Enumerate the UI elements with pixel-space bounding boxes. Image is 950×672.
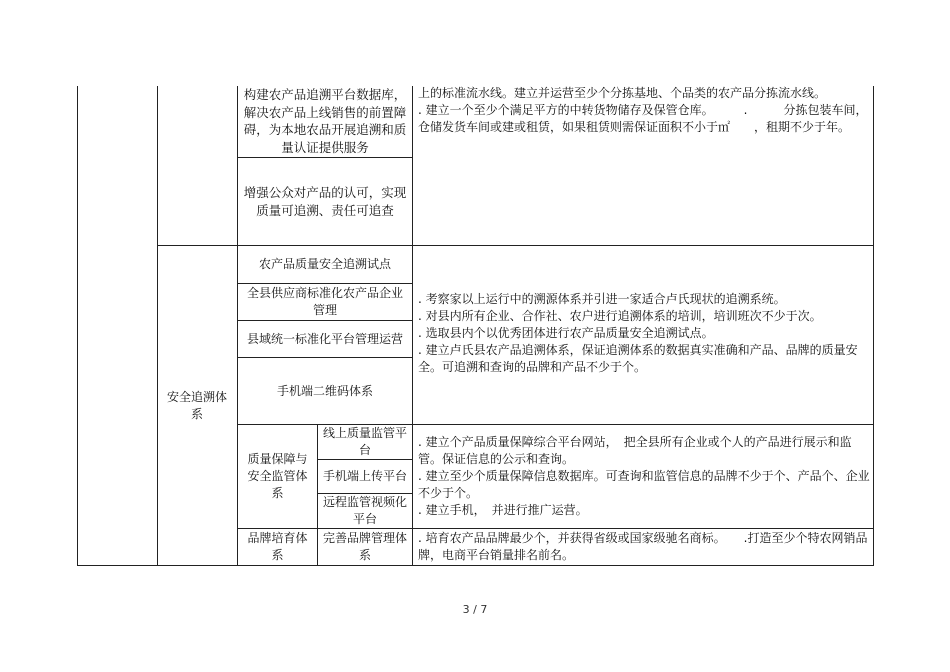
- quality-content-line-2: . 建立至少个质量保障信息数据库。可查询和监管信息的品牌不少于个、产品个、企业不少于个。: [418, 469, 870, 500]
- quality-item-mobile-label: 手机端上传平台: [322, 469, 407, 483]
- quality-item-video-label: 远程监管视频化平台: [322, 495, 407, 526]
- trace-item-platform-label: 县域统一标准化平台管理运营: [246, 331, 403, 346]
- quality-content-line-3: . 建立手机， 并进行推广运营。: [418, 503, 588, 517]
- table-border-right: [873, 86, 874, 566]
- quality-item-online-label: 线上质量监管平台: [322, 426, 407, 457]
- trace-item-pilot: [240, 246, 410, 283]
- trace-content-cell: [418, 291, 870, 421]
- category-cell-trace: [160, 246, 234, 566]
- table-column-divider-2: [237, 86, 238, 566]
- trace-item-qr: [240, 358, 410, 424]
- goal-text-database: 构建农产品追溯平台数据库，解决农产品上线销售的前置障碍，为本地农品开展追溯和质量认证提供服务: [243, 87, 407, 155]
- table-column-divider-3: [317, 424, 318, 566]
- page-number: 3 / 7: [462, 603, 488, 616]
- trace-item-supplier-label: 全县供应商标准化农产品企业管理: [246, 286, 403, 317]
- brand-group-label: 品牌培育体系: [247, 531, 308, 562]
- quality-group-label: 质量保障与安全监管体系: [247, 452, 308, 500]
- table-column-divider-4: [412, 86, 413, 566]
- trace-content-line-2: . 对县内所有企业、合作社、农户进行追溯体系的培训，培训班次不少于次。: [418, 309, 822, 323]
- quality-group-cell: [240, 425, 315, 528]
- brand-item-label: 完善品牌管理体系: [322, 531, 407, 562]
- quality-item-video: [322, 494, 408, 528]
- goal-text-public-trust: 增强公众对产品的认可，实现质量可追溯、责任可追查: [243, 184, 407, 218]
- quality-item-mobile: [322, 460, 408, 493]
- brand-content-text: . 培育农产品品牌最少个，并获得省级或国家级驰名商标。 .打造至少个特农网销品牌，电商平台销量排名前名。: [418, 531, 868, 562]
- category-text-trace: 安全追溯体系: [166, 390, 227, 421]
- trace-item-supplier: [242, 284, 408, 320]
- goal-cell-database: [242, 86, 408, 156]
- trace-content-line-1: . 考察家以上运行中的溯源体系并引进一家适合卢氏现状的追溯系统。: [418, 292, 786, 306]
- table-column-divider-1: [157, 86, 158, 566]
- brand-content-cell: [418, 530, 870, 565]
- quality-item-online: [322, 425, 408, 459]
- trace-item-pilot-label: 农产品质量安全追溯试点: [258, 257, 391, 271]
- top-content-line-1: 上的标准流水线。建立并运营至少个分拣基地、个品类的农产品分拣流水线。: [418, 86, 827, 100]
- table-border-left: [77, 86, 78, 566]
- trace-content-line-3: . 选取县内个以优秀团体进行农产品质量安全追溯试点。: [418, 326, 714, 340]
- top-content-line-2: . 建立一个至少个满足平方的中转货物储存及保管仓库。 . 分拣包装车间，仓储发货车间或建或租赁，如果租赁则需保证面积不小于㎡ ，租期不少于年。: [418, 103, 868, 134]
- quality-content-cell: [418, 434, 870, 526]
- brand-item-cell: [322, 529, 408, 565]
- quality-content-line-1: . 建立个产品质量保障综合平台网站， 把全县所有企业或个人的产品进行展示和监管。保证信息的公示和查询。: [418, 435, 852, 466]
- goal-cell-public-trust: [242, 158, 408, 245]
- brand-group-cell: [240, 529, 315, 565]
- top-content-cell: [418, 85, 870, 235]
- trace-item-platform: [242, 321, 408, 357]
- trace-item-qr-label: 手机端二维码体系: [276, 383, 373, 398]
- trace-content-line-4: . 建立卢氏县农产品追溯体系，保证追溯体系的数据真实准确和产品、品牌的质量安全。可追溯和查询的品牌和产品不少于个。: [418, 343, 858, 374]
